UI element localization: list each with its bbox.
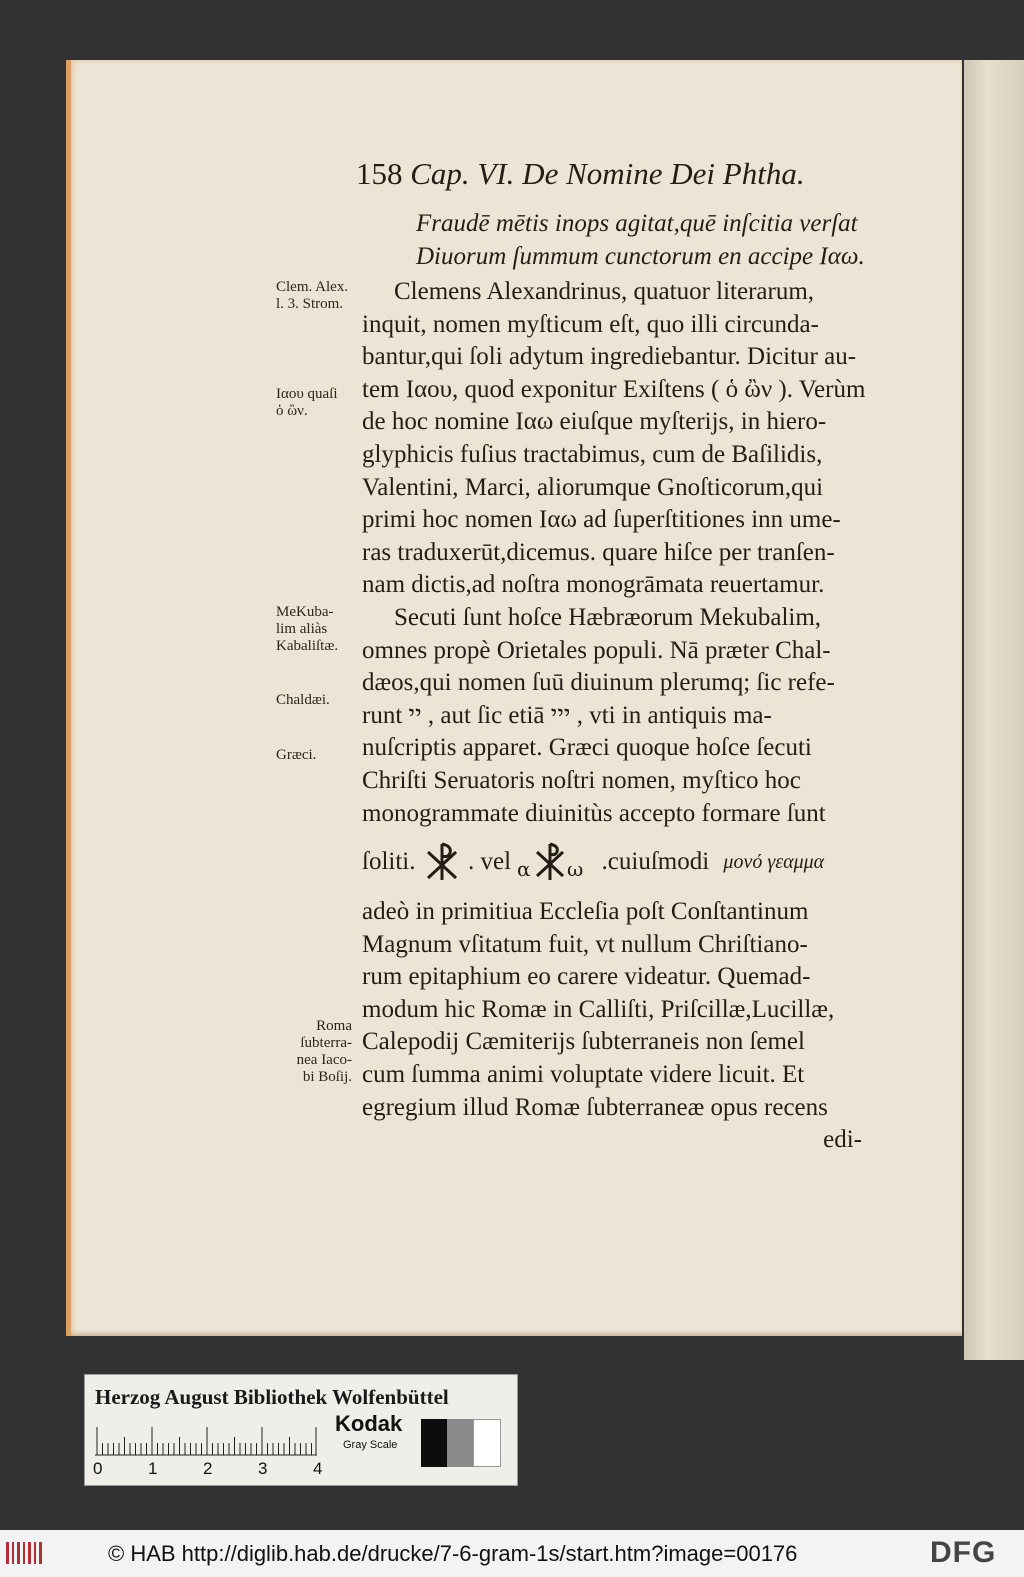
gray-patches (421, 1419, 501, 1467)
text-line: runt יי , aut ſic etiā ייי , vti in antiquis ma- (362, 701, 772, 729)
marginal-note-clement (276, 279, 358, 313)
text-line: modum hic Romæ in Calliſti, Priſcillæ,Lucillæ, (362, 995, 835, 1023)
marginal-line: lim aliàs (276, 621, 328, 637)
monogram-line (362, 842, 892, 888)
marginal-line: bi Boſij. (302, 1069, 352, 1085)
text-line: Clemens Alexandrinus, quatuor literarum, (394, 278, 815, 305)
dfg-logo: DFG (930, 1536, 997, 1569)
text-line: nam dictis,ad noſtra monogrāmata reuertamur. (362, 571, 825, 599)
gray-patch (447, 1419, 473, 1467)
barcode-logo-icon (4, 1538, 46, 1568)
marginal-line: MeKuba- (276, 604, 334, 620)
ruler-number: 0 (93, 1459, 103, 1478)
text-line: nuſcriptis apparet. Græci quoque hoſce ſecuti (362, 734, 812, 762)
footer-bar (0, 1530, 1024, 1577)
marginal-line: Roma (316, 1018, 352, 1034)
text-line: primi hoc nomen Ιαω ad ſuperſtitiones inn ume- (362, 506, 841, 534)
monogram-before: ſoliti. (362, 848, 416, 875)
ruler-scale-icon (95, 1425, 317, 1457)
text-line: Chriſti Seruatoris noſtri nomen, myſtico hoc (362, 766, 801, 794)
monogram-middle: . vel (467, 848, 512, 875)
marginal-note-roma (276, 1018, 352, 1086)
chapter-title: Cap. VI. De Nomine Dei Phtha. (410, 156, 805, 191)
text-line: bantur,qui ſoli adytum ingrediebantur. Dicitur au- (362, 343, 857, 371)
text-line: egregium illud Romæ ſubterraneæ opus recens (362, 1093, 828, 1121)
gray-patch (421, 1419, 447, 1467)
marginal-line: l. 3. Strom. (276, 296, 344, 312)
text-line: inquit, nomen myſticum eſt, quo illi circunda- (362, 310, 819, 338)
gray-scale-label: Gray Scale (343, 1439, 398, 1451)
text-line: rum epitaphium eo carere videatur. Quemad- (362, 963, 811, 991)
library-name: Herzog August Bibliothek Wolfenbüttel (95, 1385, 449, 1409)
catchword: edi- (823, 1126, 862, 1154)
text-line: glyphicis fuſius tractabimus, cum de Baſilidis, (362, 440, 823, 468)
marginal-line: ſubterra- (300, 1035, 352, 1051)
monogram-after: .cuiuſmodi (601, 848, 710, 875)
text-line: Calepodij Cæmiterijs ſubterraneis non ſemel (362, 1028, 805, 1056)
text-line: tem Ιαου, quod exponitur Exiſtens ( ὁ ὢν ). Verùm (362, 375, 866, 403)
body-paragraph-1 (362, 276, 892, 830)
marginal-note-iaou (276, 386, 358, 420)
marginal-line: ὁ ὢν. (276, 403, 308, 419)
text-line: omnes propè Orietales populi. Nā præter Chal- (362, 636, 831, 664)
text-line: dæos,qui nomen ſuū diuinum plerumq; ſic refe- (362, 669, 835, 697)
ruler-number: 4 (313, 1459, 323, 1478)
text-line: monogrammate diuinitùs accepto formare ſunt (362, 799, 826, 827)
copyright-url[interactable]: © HAB http://diglib.hab.de/drucke/7-6-gram-1s/start.htm?image=00176 (108, 1541, 798, 1566)
text-line: Magnum vſitatum fuit, vt nullum Chriſtiano- (362, 930, 808, 958)
color-reference-bar (84, 1374, 518, 1486)
text-line: ras traduxerūt,dicemus. quare hiſce per tranſen- (362, 538, 835, 566)
text-line: de hoc nomine Ιαω eiuſque myſterijs, in hiero- (362, 408, 827, 436)
kodak-brand: Kodak (335, 1411, 403, 1436)
adjacent-page-edge (964, 60, 1024, 1360)
body-paragraph-2 (362, 896, 892, 1157)
gray-patch (473, 1419, 501, 1467)
marginal-note-mekubalim (276, 604, 358, 655)
text-line: Secuti ſunt hoſce Hæbræorum Mekubalim, (394, 603, 822, 631)
verse-line: Fraudē mētis inops agitat,quē inſcitia verſat (416, 210, 858, 237)
marginal-line: nea Iaco- (296, 1052, 352, 1068)
ruler-number: 3 (258, 1459, 268, 1478)
running-header (356, 156, 876, 196)
marginal-line: Clem. Alex. (276, 279, 349, 295)
marginal-line: Ιαου quaſi (276, 386, 338, 402)
chi-rho-icon (422, 842, 462, 882)
monogram-greek: μονό γεαμμα (723, 850, 825, 873)
page-number: 158 (356, 156, 403, 191)
ruler-number: 1 (148, 1459, 158, 1478)
page-gutter-edge (66, 60, 71, 1336)
text-line: cum ſumma animi voluptate videre licuit. Et (362, 1060, 805, 1088)
text-line: Valentini, Marci, aliorumque Gnoſticorum,qui (362, 473, 824, 501)
verse-block (362, 208, 892, 273)
ruler-number: 2 (203, 1459, 213, 1478)
marginal-line: Kabaliſtæ. (276, 638, 339, 654)
marginal-note-chaldaei: Chaldæi. (276, 692, 330, 708)
alpha-chi-rho-omega-icon (517, 842, 595, 882)
svg-text:α: α (517, 857, 531, 881)
marginal-note-graeci: Græci. (276, 747, 317, 763)
svg-text:ω: ω (567, 857, 584, 881)
text-line: adeò in primitiua Eccleſia poſt Conſtantinum (362, 898, 809, 925)
verse-line: Diuorum ſummum cunctorum en accipe Ιαω. (416, 242, 865, 270)
